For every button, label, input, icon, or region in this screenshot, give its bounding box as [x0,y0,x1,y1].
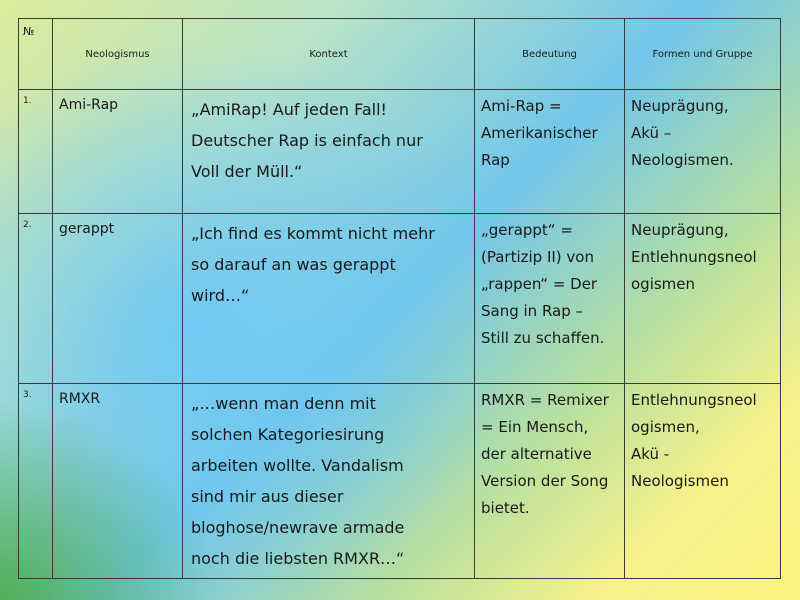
formen-line: Neologismen [631,472,729,490]
neologism-table [18,18,781,579]
row-formen [625,90,781,214]
bedeutung-line: Version der Song [481,472,609,490]
kontext-line: Deutscher Rap is einfach nur [191,131,423,150]
header-row [19,19,781,90]
formen-line: Neologismen. [631,151,734,169]
formen-line: Entlehnungsneol [631,248,757,266]
kontext-line: „Ich find es kommt nicht mehr [191,224,435,243]
table-row [19,214,781,384]
row-kontext [183,214,475,384]
kontext-line: „AmiRap! Auf jeden Fall! [191,100,387,119]
row-formen [625,214,781,384]
row-num: 2. [19,214,53,384]
row-bedeutung [475,90,625,214]
bedeutung-line: Ami-Rap = [481,97,562,115]
bedeutung-line: Rap [481,151,510,169]
table-row [19,384,781,579]
bedeutung-line: Sang in Rap – [481,302,584,320]
kontext-line: wird…“ [191,286,250,305]
bedeutung-line: bietet. [481,499,530,517]
kontext-line: noch die liebsten RMXR…“ [191,549,405,568]
bedeutung-line: Amerikanischer [481,124,598,142]
row-kontext [183,90,475,214]
kontext-line: arbeiten wollte. Vandalism [191,456,404,475]
bedeutung-line: „gerappt“ = [481,221,573,239]
row-word: Ami-Rap [53,90,183,214]
header-neologismus: Neologismus [53,19,183,90]
bedeutung-line: RMXR = Remixer [481,391,609,409]
header-formen: Formen und Gruppe [625,19,781,90]
kontext-line: bloghose/newrave armade [191,518,405,537]
formen-line: Neuprägung, [631,221,729,239]
kontext-line: solchen Kategoriesirung [191,425,385,444]
kontext-line: Voll der Müll.“ [191,162,303,181]
bedeutung-line: „rappen“ = Der [481,275,598,293]
bedeutung-line: (Partizip II) von [481,248,594,266]
header-kontext: Kontext [183,19,475,90]
row-num: 1. [19,90,53,214]
formen-line: ogismen, [631,418,700,436]
row-bedeutung [475,384,625,579]
bedeutung-line: = Ein Mensch, [481,418,589,436]
header-bedeutung: Bedeutung [475,19,625,90]
row-word: RMXR [53,384,183,579]
table-row [19,90,781,214]
kontext-line: sind mir aus dieser [191,487,344,506]
row-bedeutung [475,214,625,384]
kontext-line: so darauf an was gerappt [191,255,396,274]
row-kontext [183,384,475,579]
kontext-line: „…wenn man denn mit [191,394,376,413]
formen-line: Entlehnungsneol [631,391,757,409]
header-num: № [19,19,53,90]
formen-line: Neuprägung, [631,97,729,115]
formen-line: ogismen [631,275,696,293]
formen-line: Akü – [631,124,672,142]
formen-line: Akü - [631,445,670,463]
bedeutung-line: Still zu schaffen. [481,329,605,347]
row-num: 3. [19,384,53,579]
bedeutung-line: der alternative [481,445,592,463]
row-word: gerappt [53,214,183,384]
row-formen [625,384,781,579]
